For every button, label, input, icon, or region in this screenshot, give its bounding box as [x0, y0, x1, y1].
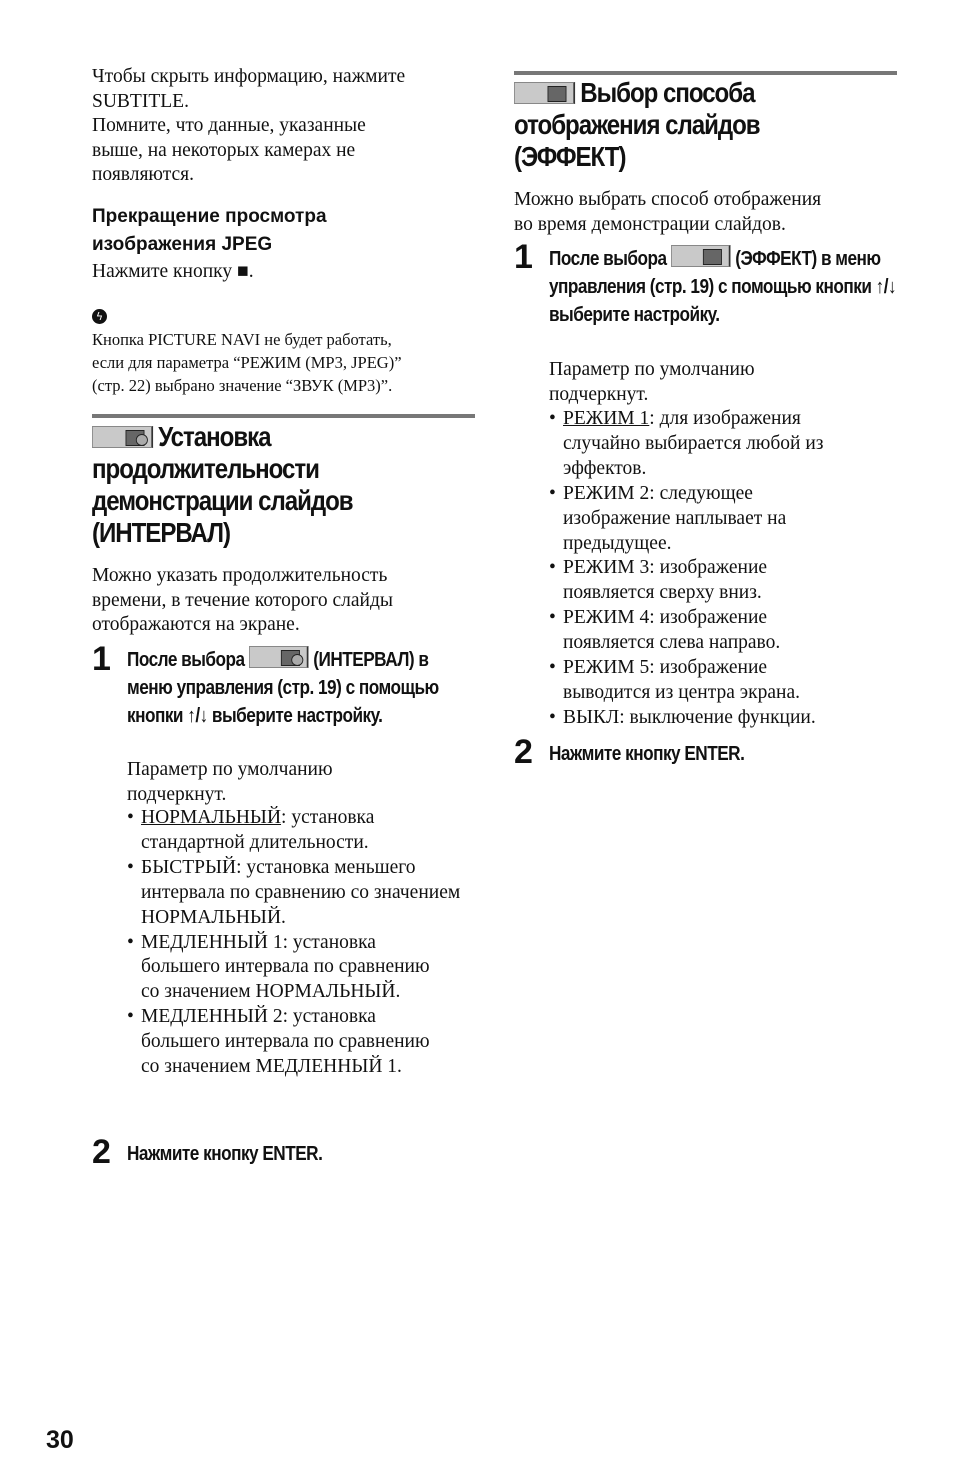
option-name: БЫСТРЫЙ: [141, 856, 237, 878]
heading-line: отображения слайдов: [514, 109, 760, 140]
section-divider: [92, 414, 475, 418]
section-heading-effect: [514, 77, 892, 173]
option-name: МЕДЛЕННЫЙ 2: [141, 1006, 283, 1028]
option-desc: : установка большего интервала по сравнению со значением МЕДЛЕННЫЙ 1.: [141, 1006, 430, 1078]
list-item: [127, 931, 472, 1006]
stop-text: Нажмите кнопку ■.: [92, 261, 254, 282]
line: Чтобы скрыть информацию, нажмите: [92, 66, 406, 87]
step-1-instruction: [549, 245, 897, 329]
option-name: РЕЖИМ 3: [563, 557, 650, 579]
line: (стр. 22) выбрано значение “ЗВУК (MP3)”.: [92, 376, 393, 395]
option-desc: : следующее изображение наплывает на предыдущее.: [563, 482, 787, 554]
list-item: [549, 606, 879, 656]
interval-icon: [249, 646, 308, 668]
step-text: После выбора: [549, 248, 667, 270]
option-name: РЕЖИМ 4: [563, 607, 650, 629]
line: появляются.: [92, 164, 195, 186]
list-item: [127, 806, 472, 856]
list-item: [549, 706, 879, 731]
page-number: 30: [46, 1426, 74, 1454]
step-text: (ЭФФЕКТ) в: [735, 248, 832, 270]
option-name: РЕЖИМ 2: [563, 482, 650, 504]
option-name: НОРМАЛЬНЫЙ: [141, 807, 282, 828]
heading-line: демонстрации слайдов: [92, 485, 353, 516]
line: SUBTITLE.: [92, 90, 189, 112]
section-divider: [514, 71, 897, 75]
section-heading-interval: [92, 421, 470, 549]
option-desc: : установка большего интервала по сравнению со значением НОРМАЛЬНЫЙ.: [141, 931, 430, 1003]
default-note: Параметр по умолчанию подчеркнут.: [127, 759, 333, 805]
line: Прекращение просмотра: [92, 206, 327, 227]
step-1-instruction: [127, 646, 475, 730]
heading-line: (ИНТЕРВАЛ): [92, 517, 231, 548]
step-text: (ИНТЕРВАЛ) в: [313, 649, 429, 671]
note-text: [92, 328, 482, 397]
step-text: меню управления (стр. 19) с помощью кнопки ↑/↓ выберите настройку.: [127, 677, 439, 727]
line: Можно выбрать способ отображения: [514, 189, 822, 210]
option-desc: : установка меньшего интервала по сравнению со значением НОРМАЛЬНЫЙ.: [141, 856, 461, 928]
step-2-instruction: Нажмите кнопку ENTER.: [549, 743, 745, 765]
interval-intro: [92, 564, 482, 638]
list-item: [549, 407, 879, 482]
step-number: 1: [92, 640, 111, 678]
option-desc: : изображение выводится из центра экрана.: [563, 657, 800, 703]
step-text: меню управления (стр. 19) с помощью кнопки ↑/↓ выберите настройку.: [549, 248, 897, 326]
effect-icon: [671, 245, 730, 267]
line: изображения JPEG: [92, 234, 273, 255]
step-number: 2: [514, 733, 533, 771]
effect-icon: [514, 82, 575, 104]
option-name: МЕДЛЕННЫЙ 1: [141, 931, 283, 953]
step-number: 2: [92, 1133, 111, 1171]
step-text: После выбора: [127, 649, 245, 671]
list-item: [127, 856, 472, 931]
default-note: Параметр по умолчанию подчеркнут.: [549, 359, 755, 405]
line: Кнопка PICTURE NAVI не будет работать,: [92, 330, 392, 349]
list-item: [127, 1005, 472, 1080]
effect-intro: [514, 188, 904, 237]
option-desc: : для изображения случайно выбирается любой из эффектов.: [563, 408, 824, 479]
option-name: ВЫКЛ: [563, 706, 620, 728]
option-desc: : изображение появляется сверху вниз.: [563, 557, 768, 604]
heading-line: Выбор способа: [580, 77, 755, 108]
interval-icon: [92, 426, 153, 448]
effect-options: [549, 407, 879, 731]
line: Помните, что данные, указанные: [92, 115, 366, 137]
heading-line: (ЭФФЕКТ): [514, 141, 626, 172]
list-item: [549, 482, 879, 557]
line: выше, на некоторых камерах не: [92, 139, 356, 161]
line: если для параметра “РЕЖИМ (MP3, JPEG)”: [92, 353, 402, 372]
note-icon: ϟ: [92, 309, 107, 324]
step-number: 1: [514, 238, 533, 276]
option-name: РЕЖИМ 1: [563, 408, 650, 429]
option-desc: : изображение появляется слева направо.: [563, 607, 781, 654]
line: во время демонстрации слайдов.: [514, 213, 786, 235]
option-desc: : выключение функции.: [619, 706, 816, 728]
option-desc: : установка стандартной длительности.: [141, 807, 375, 853]
list-item: [549, 556, 879, 606]
interval-options: [127, 806, 472, 1080]
intro-text: [92, 65, 482, 188]
option-name: РЕЖИМ 5: [563, 657, 650, 679]
list-item: [549, 656, 879, 706]
line: времени, в течение которого слайды: [92, 589, 393, 611]
line: отображаются на экране.: [92, 614, 300, 636]
heading-line: продолжительности: [92, 453, 319, 484]
line: Можно указать продолжительность: [92, 565, 388, 586]
heading-line: Установка: [158, 421, 271, 452]
stop-heading: [92, 203, 327, 259]
step-2-instruction: Нажмите кнопку ENTER.: [127, 1143, 323, 1165]
